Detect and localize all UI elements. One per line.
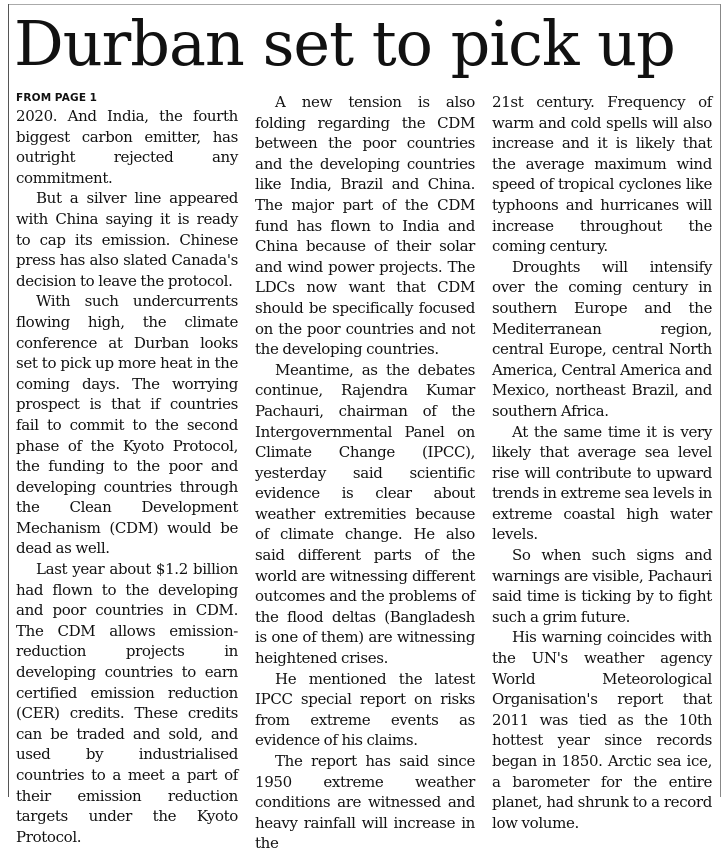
paragraph: But a silver line appeared with China saying it is ready to cap its emission. Chinese press has also slated Canada's decision to leave the protocol. xyxy=(16,189,238,290)
paragraph: So when such signs and warnings are visible, Pachauri said time is ticking by to fight such a grim future. xyxy=(492,546,712,626)
article-column-2 xyxy=(255,92,475,853)
headline: Durban set to pick up xyxy=(14,7,675,80)
paragraph: He mentioned the latest IPCC special report on risks from extreme events as evidence of his claims. xyxy=(255,669,475,750)
article-column-3 xyxy=(492,92,712,832)
paragraph: A new tension is also folding regarding the CDM between the poor countries and the developing countries like India, Brazil and China. The major part of the CDM fund has flown to India and China because of their solar and wind power projects. The LDCs now want that CDM should be specifically focused on the poor countries and not the developing countries. xyxy=(255,93,475,359)
top-border-rule xyxy=(8,4,720,5)
paragraph: Last year about $1.2 billion had flown to the developing and poor countries in CDM. The CDM allows emission-reduction projects in developing countries to earn certified emission reduction (CER) credits. These credits can be traded and sold, and used by industrialised countries to a meet a part of their emission reduction targets under the Kyoto Protocol. xyxy=(16,560,238,846)
paragraph: At the same time it is very likely that average sea level rise will contribute to upward trends in extreme sea levels in extreme coastal high water levels. xyxy=(492,422,712,544)
continuation-kicker: FROM PAGE 1 xyxy=(16,92,98,104)
paragraph: Meantime, as the debates continue, Rajendra Kumar Pachauri, chairman of the Intergovernmental Panel on Climate Change (IPCC), yesterday said scientific evidence is clear about weather extremities because of climate change. He also said different parts of the world are witnessing different outcomes and the problems of the flood deltas (Bangladesh is one of them) are witnessing heightened crises. xyxy=(255,360,475,668)
paragraph: Droughts will intensify over the coming century in southern Europe and the Mediterranean region, central Europe, central North America, Central America and Mexico, northeast Brazil, and southern Africa. xyxy=(492,257,712,420)
paragraph: 2020. And India, the fourth biggest carbon emitter, has outright rejected any commitment. xyxy=(16,107,238,187)
paragraph: 21st century. Frequency of warm and cold spells will also increase and it is likely that the average maximum wind speed of tropical cyclones like typhoons and hurricanes will increase throughout the coming century. xyxy=(492,93,712,256)
right-border-rule xyxy=(720,4,721,797)
article-column-1 xyxy=(16,92,238,846)
paragraph: The report has said since 1950 extreme weather conditions are witnessed and heavy rainfall will increase in the xyxy=(255,752,475,853)
paragraph: With such undercurrents flowing high, the climate conference at Durban looks set to pick up more heat in the coming days. The worrying prospect is that if countries fail to commit to the second phase of the Kyoto Protocol, the funding to the poor and developing countries through the Clean Development Mechanism (CDM) would be dead as well. xyxy=(16,292,238,558)
left-border-rule xyxy=(8,4,9,797)
paragraph: His warning coincides with the UN's weather agency World Meteorological Organisation's report that 2011 was tied as the 10th hottest year since records began in 1850. Arctic sea ice, a barometer for the entire planet, had shrunk to a record low volume. xyxy=(492,628,712,832)
